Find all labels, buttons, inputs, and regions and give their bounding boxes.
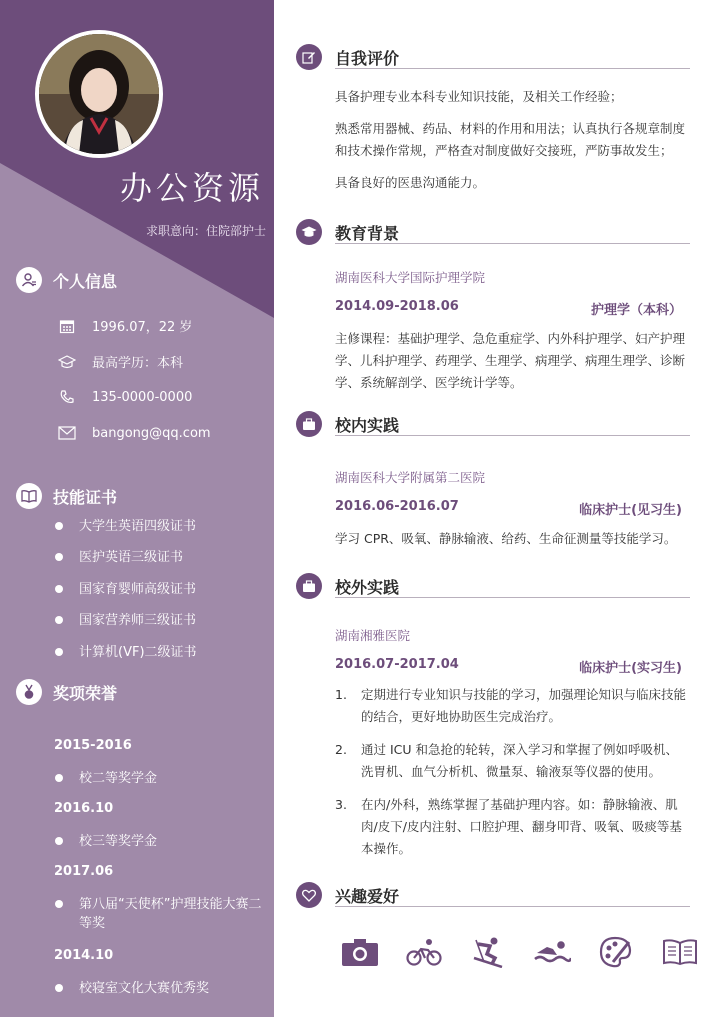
info-email <box>58 424 211 442</box>
education-section <box>296 217 690 397</box>
practice-date: 2016.07-2017.04 <box>335 657 459 672</box>
award-item: 第八届“天使杯”护理技能大赛二等奖 <box>55 895 269 933</box>
campus-practice-title: 校内实践 <box>335 415 400 435</box>
mail-icon <box>58 424 76 442</box>
list-item: 1. 定期进行专业知识与技能的学习，加强理论知识与临床技能的结合，更好地协助医生完成治疗。 <box>335 687 687 724</box>
avatar <box>35 30 163 158</box>
divider <box>335 906 690 907</box>
external-practice-section <box>296 571 690 861</box>
divider <box>335 435 690 436</box>
sidebar <box>0 0 274 1017</box>
award-year: 2014.10 <box>54 948 114 963</box>
divider <box>335 68 690 69</box>
certificate-item: 国家营养师三级证书 <box>55 611 269 630</box>
email-text[interactable]: bangong@qq.com <box>92 425 211 441</box>
certificate-item: 医护英语三级证书 <box>55 548 269 567</box>
phone-text[interactable]: 135-0000-0000 <box>92 389 193 405</box>
self-eval-line: 具备护理专业本科专业知识技能，及相关工作经验； <box>335 89 623 104</box>
medal-icon <box>16 679 42 705</box>
briefcase-icon <box>296 411 322 437</box>
reading-icon <box>660 936 700 968</box>
awards-heading <box>16 679 117 705</box>
briefcase-icon <box>296 573 322 599</box>
divider <box>335 597 690 598</box>
education-text: 最高学历：本科 <box>92 356 184 371</box>
self-eval-line: 熟悉常用器械、药品、材料的作用和用法；认真执行各规章制度和技术操作常规，严格查对制度做好交接班，严防事故发生； <box>335 121 686 158</box>
phone-icon <box>58 388 76 406</box>
award-year: 2017.06 <box>54 864 114 879</box>
award-year: 2016.10 <box>54 801 114 816</box>
camera-icon <box>340 936 380 968</box>
practice-org: 湖南湘雅医院 <box>335 628 411 643</box>
graduation-cap-icon <box>58 353 76 371</box>
personal-info-heading <box>16 267 117 293</box>
info-education <box>58 352 183 371</box>
practice-org: 湖南医科大学附属第二医院 <box>335 470 486 485</box>
certificate-item: 国家育婴师高级证书 <box>55 580 269 599</box>
certificate-item: 计算机(VF)二级证书 <box>55 643 269 662</box>
practice-role: 临床护士(见习生) <box>579 503 682 518</box>
self-eval-line: 具备良好的医患沟通能力。 <box>335 175 486 190</box>
painting-icon <box>596 936 636 968</box>
external-practice-title: 校外实践 <box>335 577 400 597</box>
self-eval-section <box>296 42 690 202</box>
award-item: 校寝室文化大赛优秀奖 <box>55 979 269 998</box>
education-major: 护理学（本科） <box>590 303 682 318</box>
education-date: 2014.09-2018.06 <box>335 299 459 314</box>
user-icon <box>16 267 42 293</box>
self-eval-title: 自我评价 <box>335 48 400 68</box>
award-item: 校二等奖学金 <box>55 769 269 788</box>
practice-desc: 学习 CPR、吸氧、静脉输液、给药、生命征测量等技能学习。 <box>335 531 677 546</box>
job-intent: 求职意向：住院部护士 <box>145 224 266 238</box>
book-icon <box>16 483 42 509</box>
certificates-title: 技能证书 <box>53 487 118 507</box>
swimming-icon <box>532 936 572 968</box>
list-item: 2. 通过 ICU 和急抢的轮转，深入学习和掌握了例如呼吸机、洗胃机、血气分析机、微量泵、输液泵等仪器的使用。 <box>335 742 679 779</box>
practice-date: 2016.06-2016.07 <box>335 499 459 514</box>
school-name: 湖南医科大学国际护理学院 <box>335 270 486 285</box>
calendar-icon <box>58 317 76 335</box>
personal-info-title: 个人信息 <box>53 271 118 291</box>
graduation-cap-icon <box>296 219 322 245</box>
awards-title: 奖项荣誉 <box>53 683 118 703</box>
info-birth <box>58 316 192 335</box>
campus-practice-section <box>296 409 690 559</box>
divider <box>335 243 690 244</box>
education-title: 教育背景 <box>335 223 400 243</box>
education-courses: 主修课程：基础护理学、急危重症学、内外科护理学、妇产护理学、儿科护理学、药理学、生理学、病理学、病理生理学、诊断学、系统解剖学、医学统计学等。 <box>335 331 686 390</box>
birth-text: 1996.07，22 岁 <box>92 320 193 335</box>
hobbies-section <box>296 880 690 920</box>
list-item: 3. 在内/外科，熟练掌握了基础护理内容。如：静脉输液、肌肉/皮下/皮内注射、口腔护理、翻身叩背、吸氧、吸痰等基本操作。 <box>335 797 682 856</box>
hobbies-title: 兴趣爱好 <box>335 886 400 906</box>
certificate-item: 大学生英语四级证书 <box>55 517 269 536</box>
skiing-icon <box>468 936 508 968</box>
info-phone <box>58 388 192 406</box>
award-year: 2015-2016 <box>54 738 132 753</box>
edit-icon <box>296 44 322 70</box>
award-item: 校三等奖学金 <box>55 832 269 851</box>
practice-role: 临床护士(实习生) <box>579 661 682 676</box>
cycling-icon <box>404 936 444 968</box>
heart-icon <box>296 882 322 908</box>
certificates-heading <box>16 483 117 509</box>
candidate-name: 办公资源 <box>119 169 264 207</box>
